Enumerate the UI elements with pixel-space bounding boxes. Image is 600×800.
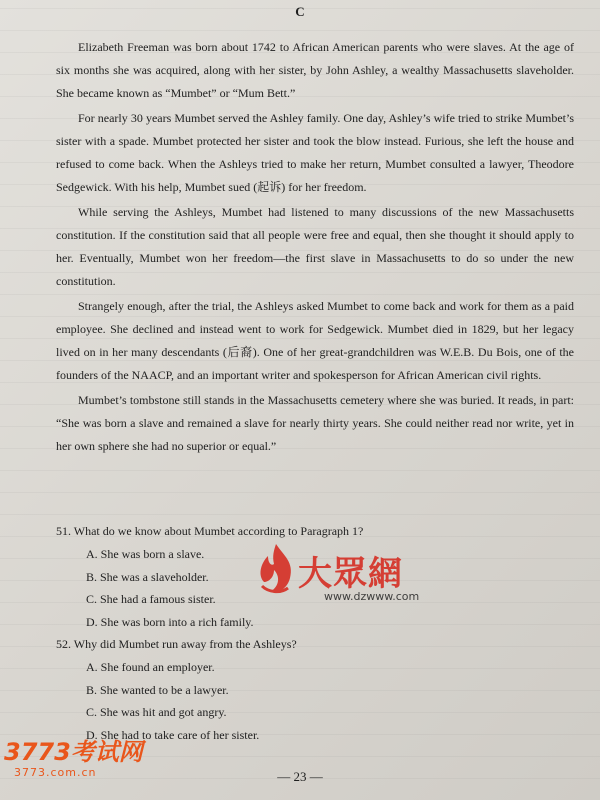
center-watermark [254, 540, 434, 620]
option-b: B. She was a slaveholder. [86, 569, 209, 584]
option-d: D. She had to take care of her sister. [86, 727, 260, 742]
passage-paragraph-2: For nearly 30 years Mumbet served the Ashley family. One day, Ashley’s wife tried to strike Mumbet’s sister with a spade. Mumbet protected her sister and took the blow instead. Furious, she left the house and refused to come back. When the Ashleys tried to make her return, Mumbet consulted a lawyer, Theodore Sedgewick. With his help, Mumbet sued (起诉) for her freedom. [56, 111, 574, 194]
option-a: A. She was born a slave. [86, 547, 205, 561]
question-stem: 52. Why did Mumbet run away from the Ashleys? [56, 637, 297, 651]
passage-paragraph-3: While serving the Ashleys, Mumbet had listened to many discussions of the new Massachusetts constitution. If the constitution said that all people were free and equal, then she thought it should apply to her. Eventually, Mumbet won her freedom—the first slave in Massachusetts to do so under the new constitution. [56, 205, 574, 288]
corner-watermark-brand: 3773考试网 [4, 738, 143, 766]
flame-icon [254, 542, 298, 596]
passage-paragraph-1: Elizabeth Freeman was born about 1742 to African American parents who were slaves. At the age of six months she was acquired, along with her sister, by John Ashley, a wealthy Massachusetts slaveholder. She became known as “Mumbet” or “Mum Bett.” [56, 40, 574, 100]
watermark-url: www.dzwww.com [324, 590, 420, 603]
option-d: D. She was born into a rich family. [86, 614, 254, 629]
question-52 [56, 633, 574, 746]
section-letter: C [295, 4, 305, 19]
corner-watermark-url: 3773.com.cn [14, 766, 97, 779]
passage-paragraph-5: Mumbet’s tombstone still stands in the Massachusetts cemetery where she was buried. It reads, in part: “She was born a slave and remained a slave for nearly thirty years. She could neither read nor write, yet in her own sphere she had no superior or equal.” [56, 393, 574, 453]
option-c: C. She was hit and got angry. [86, 705, 227, 719]
watermark-brand: 大眾網 [298, 554, 403, 594]
option-c: C. She had a famous sister. [86, 592, 216, 606]
passage-paragraph-4: Strangely enough, after the trial, the Ashleys asked Mumbet to come back and work for them as a paid employee. She declined and instead went to work for Sedgewick. Mumbet died in 1829, but her legacy lived on in her many descendants (后裔). One of her great-grandchildren was W.E.B. Du Bois, one of the founders of the NAACP, and an important writer and spokesperson for African American civil rights. [56, 299, 574, 382]
option-b: B. She wanted to be a lawyer. [86, 682, 229, 697]
corner-watermark [4, 738, 184, 798]
page-number: — 23 — [277, 769, 323, 784]
reading-passage [56, 36, 574, 460]
question-stem: 51. What do we know about Mumbet according to Paragraph 1? [56, 524, 364, 538]
option-a: A. She found an employer. [86, 660, 215, 674]
